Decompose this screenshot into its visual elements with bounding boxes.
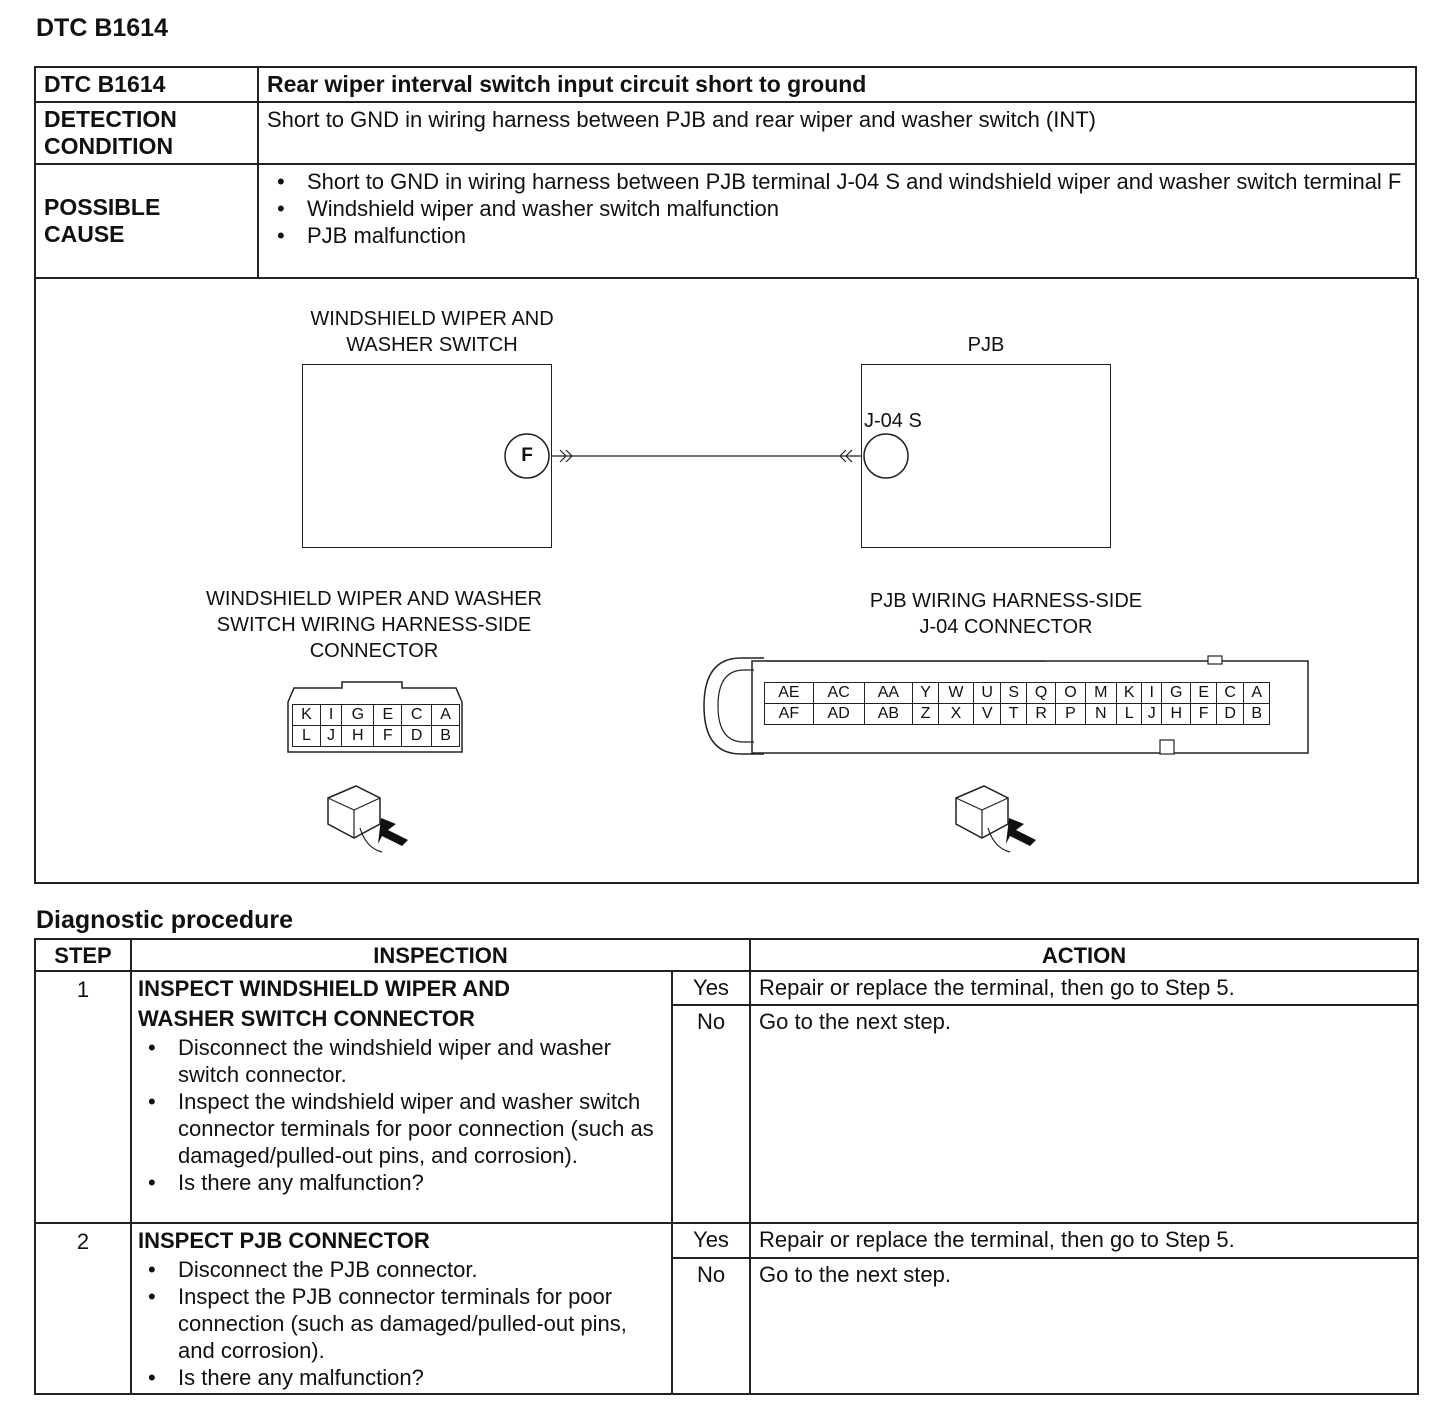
step-inspection bbox=[131, 1223, 672, 1394]
pjb-conn-label-line2: J-04 CONNECTOR bbox=[919, 616, 1093, 638]
pin: P bbox=[1056, 704, 1085, 725]
wire-svg bbox=[36, 278, 1417, 882]
pin: A bbox=[1244, 683, 1270, 704]
pjb-probe-icon bbox=[956, 786, 1036, 852]
yes-label: Yes bbox=[672, 971, 750, 1005]
pin: Z bbox=[913, 704, 938, 725]
pin: J bbox=[320, 726, 341, 747]
pin: O bbox=[1056, 683, 1085, 704]
wiring-diagram bbox=[34, 278, 1419, 884]
pin: AC bbox=[813, 683, 864, 704]
pin: J bbox=[1142, 704, 1162, 725]
col-step-header: STEP bbox=[35, 939, 131, 971]
yes-label: Yes bbox=[672, 1223, 750, 1258]
cause-label-line2: CAUSE bbox=[44, 221, 125, 247]
pin: V bbox=[973, 704, 1000, 725]
pjb-connector-grid bbox=[764, 682, 1270, 725]
detection-label-line1: DETECTION bbox=[44, 106, 177, 132]
yes-action: Repair or replace the terminal, then go to Step 5. bbox=[750, 971, 1418, 1005]
pin: AB bbox=[864, 704, 913, 725]
no-label: No bbox=[672, 1005, 750, 1223]
detection-label-line2: CONDITION bbox=[44, 133, 174, 159]
cause-label-line1: POSSIBLE bbox=[44, 194, 161, 220]
step-title-line1: INSPECT PJB CONNECTOR bbox=[138, 1228, 430, 1253]
pin: A bbox=[432, 705, 460, 726]
pin: I bbox=[320, 705, 341, 726]
pin: AF bbox=[765, 704, 814, 725]
detection-condition-text: Short to GND in wiring harness between PJB and rear wiper and washer switch (INT) bbox=[258, 102, 1416, 164]
step-title-line1: INSPECT WINDSHIELD WIPER AND bbox=[138, 976, 510, 1001]
switch-connector-grid bbox=[292, 704, 460, 747]
diagnostic-procedure-table bbox=[34, 938, 1419, 1395]
possible-cause-list bbox=[258, 164, 1416, 278]
pjb-label: PJB bbox=[967, 334, 1005, 356]
pin: W bbox=[938, 683, 973, 704]
pin: C bbox=[1216, 683, 1243, 704]
page-title: DTC B1614 bbox=[36, 14, 168, 42]
pin: Y bbox=[913, 683, 938, 704]
pin: G bbox=[1162, 683, 1191, 704]
terminal-j04s-label: J-04 S bbox=[864, 410, 922, 432]
pin: S bbox=[1001, 683, 1026, 704]
pin: L bbox=[1116, 704, 1141, 725]
pin: E bbox=[1191, 683, 1216, 704]
inspection-bullet: • Disconnect the windshield wiper and washer switch connector. bbox=[178, 1034, 665, 1088]
possible-cause-label bbox=[35, 164, 258, 278]
terminal-f-label: F bbox=[521, 445, 533, 466]
pin: R bbox=[1026, 704, 1055, 725]
terminal-j04s-circle bbox=[864, 434, 908, 478]
pin: I bbox=[1142, 683, 1162, 704]
pin: M bbox=[1085, 683, 1116, 704]
pjb-conn-latch bbox=[704, 658, 764, 754]
switch-label-line1: WINDSHIELD WIPER AND bbox=[310, 308, 554, 330]
cause-item: • PJB malfunction bbox=[307, 222, 1415, 249]
pin: U bbox=[973, 683, 1000, 704]
switch-conn-label-line3: CONNECTOR bbox=[309, 640, 439, 662]
no-action: Go to the next step. bbox=[750, 1258, 1418, 1394]
pin: AA bbox=[864, 683, 913, 704]
step-number: 1 bbox=[35, 971, 131, 1223]
pin: G bbox=[342, 705, 374, 726]
inspection-bullet: • Inspect the PJB connector terminals for poor connection (such as damaged/pulled-out pins, and corrosion). bbox=[178, 1283, 665, 1364]
pin: F bbox=[374, 726, 402, 747]
pin: B bbox=[1244, 704, 1270, 725]
switch-conn-label-line2: SWITCH WIRING HARNESS-SIDE bbox=[216, 614, 532, 636]
inspection-bullet: • Is there any malfunction? bbox=[178, 1169, 665, 1196]
step-inspection bbox=[131, 971, 672, 1223]
pin: E bbox=[374, 705, 402, 726]
pin: Q bbox=[1026, 683, 1055, 704]
pin: L bbox=[293, 726, 321, 747]
pin: H bbox=[342, 726, 374, 747]
pin: F bbox=[1191, 704, 1216, 725]
procedure-heading: Diagnostic procedure bbox=[36, 906, 293, 934]
inspection-bullet: • Disconnect the PJB connector. bbox=[178, 1256, 665, 1283]
inspection-bullet: • Is there any malfunction? bbox=[178, 1364, 665, 1391]
step-title-line2: WASHER SWITCH CONNECTOR bbox=[138, 1006, 475, 1031]
switch-probe-icon bbox=[328, 786, 408, 852]
pin: K bbox=[293, 705, 321, 726]
switch-label-line2: WASHER SWITCH bbox=[346, 334, 518, 356]
pin: AD bbox=[813, 704, 864, 725]
pjb-connector-label bbox=[836, 588, 1176, 640]
dtc-code-cell: DTC B1614 bbox=[35, 67, 258, 102]
detection-condition-label bbox=[35, 102, 258, 164]
no-label: No bbox=[672, 1258, 750, 1394]
inspection-bullet: • Inspect the windshield wiper and washer switch connector terminals for poor connection (such as damaged/pulled-out pins, and corrosion). bbox=[178, 1088, 665, 1169]
step-number: 2 bbox=[35, 1223, 131, 1394]
pin: N bbox=[1085, 704, 1116, 725]
cause-item: • Windshield wiper and washer switch malfunction bbox=[307, 195, 1415, 222]
pin: D bbox=[1216, 704, 1243, 725]
pin: B bbox=[432, 726, 460, 747]
pin: X bbox=[938, 704, 973, 725]
dtc-info-table bbox=[34, 66, 1417, 279]
switch-connector-label bbox=[184, 586, 564, 664]
dtc-description: Rear wiper interval switch input circuit short to ground bbox=[258, 67, 1416, 102]
cause-item: • Short to GND in wiring harness between PJB terminal J-04 S and windshield wiper and washer switch terminal F bbox=[307, 168, 1415, 195]
pin: C bbox=[402, 705, 432, 726]
pin: K bbox=[1116, 683, 1141, 704]
pjb-conn-label-line1: PJB WIRING HARNESS-SIDE bbox=[869, 590, 1143, 612]
pin: T bbox=[1001, 704, 1026, 725]
pin: AE bbox=[765, 683, 814, 704]
pin: D bbox=[402, 726, 432, 747]
col-inspection-header: INSPECTION bbox=[131, 939, 750, 971]
col-action-header: ACTION bbox=[750, 939, 1418, 971]
pin: H bbox=[1162, 704, 1191, 725]
switch-conn-label-line1: WINDSHIELD WIPER AND WASHER bbox=[206, 588, 542, 610]
yes-action: Repair or replace the terminal, then go to Step 5. bbox=[750, 1223, 1418, 1258]
no-action: Go to the next step. bbox=[750, 1005, 1418, 1223]
